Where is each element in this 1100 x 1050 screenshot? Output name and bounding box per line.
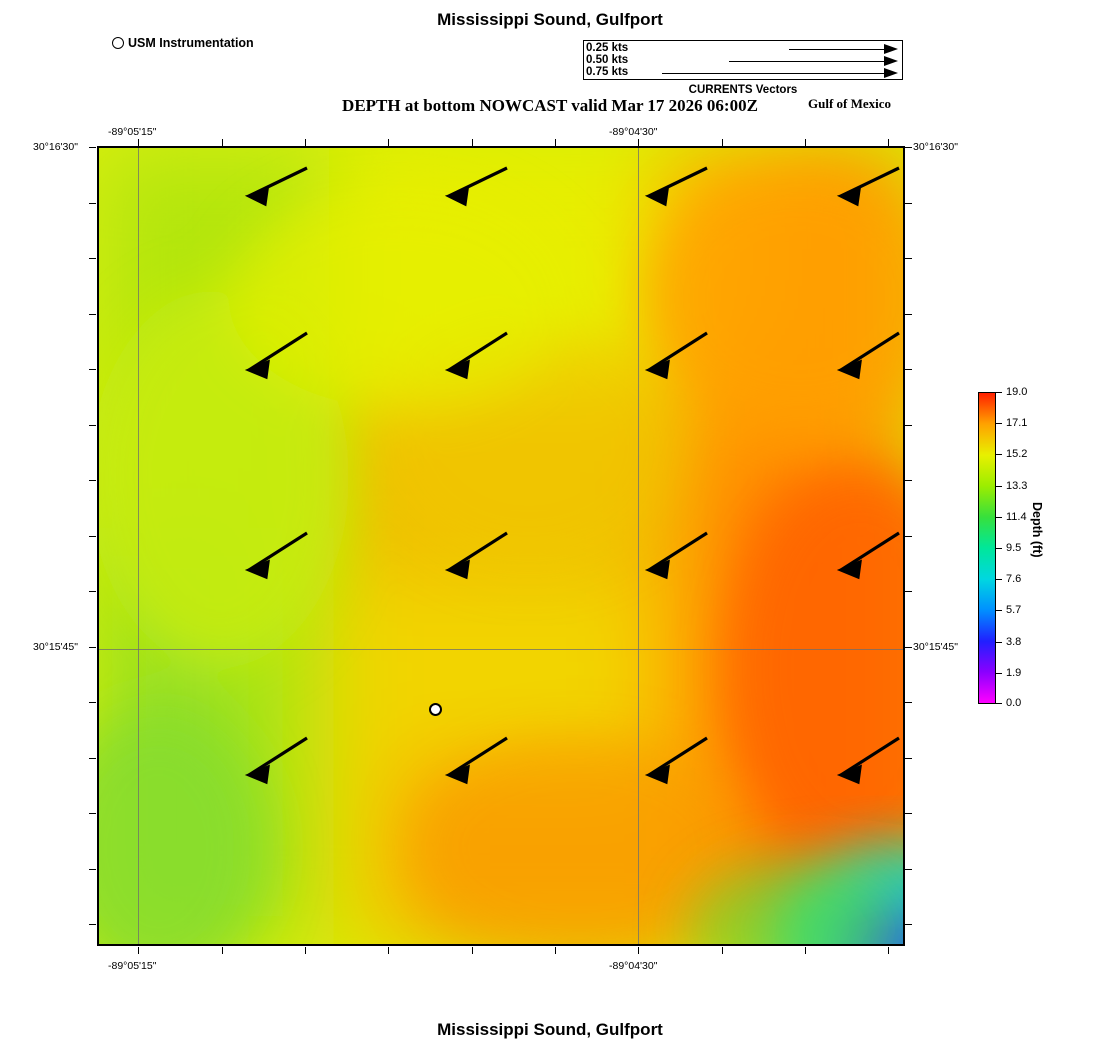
axis-tick-right <box>905 758 912 759</box>
axis-tick-bottom <box>138 947 139 954</box>
axis-label-bottom-2: -89°04'30" <box>609 960 658 972</box>
page-title: Mississippi Sound, Gulfport <box>437 10 663 29</box>
axis-tick-top <box>138 139 139 146</box>
currents-legend-caption: CURRENTS Vectors <box>688 84 798 96</box>
depth-map[interactable] <box>97 146 905 946</box>
colorbar-label-3: 13.3 <box>1006 480 1028 492</box>
axis-tick-right <box>905 591 912 592</box>
colorbar-gradient <box>978 392 996 704</box>
axis-tick-bottom <box>305 947 306 954</box>
axis-tick-bottom <box>555 947 556 954</box>
colorbar-label-7: 5.7 <box>1006 604 1022 616</box>
axis-label-left-2: 30°15'45" <box>33 641 78 653</box>
axis-tick-right <box>905 647 912 648</box>
axis-tick-left <box>89 425 96 426</box>
axis-tick-left <box>89 203 96 204</box>
depth-colorbar <box>978 386 1088 712</box>
colorbar-label-10: 0.0 <box>1006 697 1022 709</box>
vector-legend-line-3 <box>662 73 884 74</box>
axis-tick-right <box>905 314 912 315</box>
colorbar-tick <box>996 673 1002 674</box>
axis-tick-right <box>905 702 912 703</box>
axis-tick-top <box>555 139 556 146</box>
currents-vector-legend <box>583 40 903 80</box>
axis-label-left-1: 30°16'30" <box>33 141 78 153</box>
axis-tick-top <box>888 139 889 146</box>
gridline-longitude-2 <box>638 148 639 944</box>
axis-tick-left <box>89 758 96 759</box>
axis-tick-top <box>305 139 306 146</box>
axis-tick-top <box>388 139 389 146</box>
colorbar-tick <box>996 517 1002 518</box>
colorbar-tick <box>996 454 1002 455</box>
region-label: Gulf of Mexico <box>808 96 892 111</box>
colorbar-label-5: 9.5 <box>1006 542 1022 554</box>
vector-legend-line-2 <box>729 61 884 62</box>
map-subtitle: DEPTH at bottom NOWCAST valid Mar 17 2026 06:00Z <box>342 96 758 115</box>
vector-legend-label-2: 0.50 kts <box>586 54 629 66</box>
colorbar-label-1: 17.1 <box>1006 417 1028 429</box>
colorbar-label-0: 19.0 <box>1006 386 1028 398</box>
axis-tick-left <box>89 147 96 148</box>
colorbar-label-2: 15.2 <box>1006 448 1028 460</box>
axis-tick-top <box>722 139 723 146</box>
axis-tick-right <box>905 924 912 925</box>
axis-tick-bottom <box>888 947 889 954</box>
axis-tick-left <box>89 702 96 703</box>
axis-tick-top <box>222 139 223 146</box>
axis-label-top-2: -89°04'30" <box>609 126 658 138</box>
axis-label-bottom-1: -89°05'15" <box>108 960 157 972</box>
axis-tick-bottom <box>222 947 223 954</box>
vector-legend-row-3 <box>584 67 902 80</box>
colorbar-tick <box>996 642 1002 643</box>
vector-legend-arrowhead-2 <box>884 56 898 66</box>
axis-tick-bottom <box>472 947 473 954</box>
axis-tick-right <box>905 869 912 870</box>
axis-tick-left <box>89 536 96 537</box>
axis-tick-right <box>905 813 912 814</box>
axis-tick-right <box>905 369 912 370</box>
axis-tick-bottom <box>805 947 806 954</box>
axis-tick-right <box>905 480 912 481</box>
axis-tick-left <box>89 258 96 259</box>
axis-tick-right <box>905 536 912 537</box>
colorbar-label-9: 1.9 <box>1006 667 1022 679</box>
axis-label-right-2: 30°15'45" <box>913 641 958 653</box>
colorbar-tick <box>996 423 1002 424</box>
axis-tick-left <box>89 591 96 592</box>
colorbar-label-6: 7.6 <box>1006 573 1022 585</box>
vector-legend-label-1: 0.25 kts <box>586 42 629 54</box>
vector-legend-label-3: 0.75 kts <box>586 66 629 78</box>
axis-tick-bottom <box>722 947 723 954</box>
usm-instrumentation-station[interactable] <box>429 703 442 716</box>
footer-title: Mississippi Sound, Gulfport <box>437 1020 663 1039</box>
depth-raster <box>99 148 903 944</box>
gridline-latitude-1 <box>99 649 903 650</box>
axis-tick-left <box>89 647 96 648</box>
axis-tick-top <box>638 139 639 146</box>
colorbar-tick <box>996 392 1002 393</box>
colorbar-tick <box>996 579 1002 580</box>
axis-tick-bottom <box>388 947 389 954</box>
colorbar-label-4: 11.4 <box>1006 511 1027 523</box>
axis-tick-bottom <box>638 947 639 954</box>
axis-tick-left <box>89 314 96 315</box>
colorbar-tick <box>996 610 1002 611</box>
colorbar-tick <box>996 548 1002 549</box>
axis-tick-right <box>905 425 912 426</box>
vector-legend-line-1 <box>789 49 884 50</box>
colorbar-tick <box>996 486 1002 487</box>
vector-legend-arrowhead-1 <box>884 44 898 54</box>
axis-tick-right <box>905 258 912 259</box>
axis-tick-left <box>89 813 96 814</box>
instrumentation-legend <box>112 36 254 50</box>
colorbar-title: Depth (ft) <box>1030 502 1044 558</box>
axis-tick-left <box>89 369 96 370</box>
station-circle-icon <box>112 37 124 49</box>
axis-tick-right <box>905 203 912 204</box>
axis-tick-left <box>89 480 96 481</box>
vector-legend-arrowhead-3 <box>884 68 898 78</box>
axis-tick-top <box>472 139 473 146</box>
gridline-longitude-1 <box>138 148 139 944</box>
colorbar-label-8: 3.8 <box>1006 636 1022 648</box>
axis-label-right-1: 30°16'30" <box>913 141 958 153</box>
axis-tick-right <box>905 147 912 148</box>
axis-tick-left <box>89 869 96 870</box>
colorbar-tick <box>996 703 1002 704</box>
axis-label-top-1: -89°05'15" <box>108 126 157 138</box>
instrumentation-legend-label: USM Instrumentation <box>128 36 254 50</box>
axis-tick-top <box>805 139 806 146</box>
axis-tick-left <box>89 924 96 925</box>
